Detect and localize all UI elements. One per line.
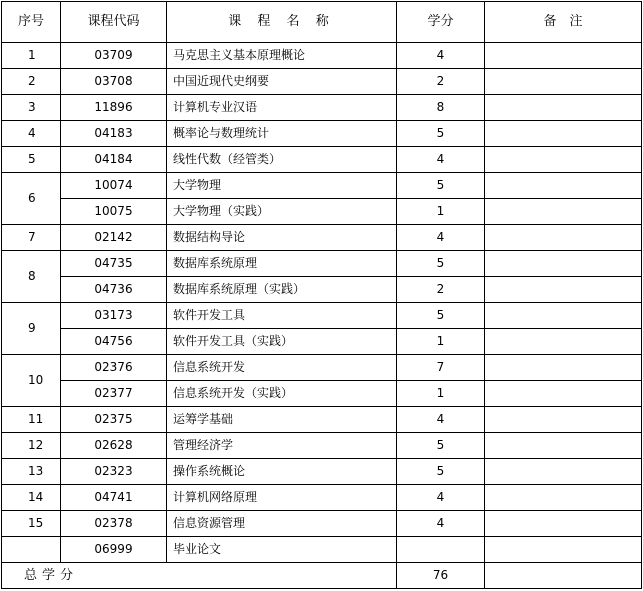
row-note <box>485 511 642 537</box>
table-row <box>2 69 642 95</box>
row-name: 信息资源管理 <box>167 511 397 537</box>
row-note <box>485 407 642 433</box>
row-code: 11896 <box>61 95 167 121</box>
row-name: 中国近现代史纲要 <box>167 69 397 95</box>
row-credit: 1 <box>397 381 485 407</box>
header-no: 序号 <box>2 2 61 43</box>
row-credit <box>397 537 485 563</box>
header-note: 备 注 <box>485 2 642 43</box>
row-name: 信息系统开发（实践） <box>167 381 397 407</box>
row-no: 4 <box>2 121 61 147</box>
row-credit: 4 <box>397 485 485 511</box>
header-name: 课 程 名 称 <box>167 2 397 43</box>
row-no: 10 <box>2 355 61 407</box>
row-no: 12 <box>2 433 61 459</box>
course-plan-table <box>1 1 642 589</box>
row-name: 数据结构导论 <box>167 225 397 251</box>
row-code: 02323 <box>61 459 167 485</box>
row-no <box>2 537 61 563</box>
row-credit: 2 <box>397 69 485 95</box>
table-row <box>2 95 642 121</box>
row-credit: 4 <box>397 511 485 537</box>
header-credit: 学分 <box>397 2 485 43</box>
row-no: 2 <box>2 69 61 95</box>
row-note <box>485 147 642 173</box>
row-name: 操作系统概论 <box>167 459 397 485</box>
table-row <box>2 433 642 459</box>
table-row <box>2 251 642 277</box>
row-credit: 1 <box>397 329 485 355</box>
row-code: 04736 <box>61 277 167 303</box>
row-credit: 5 <box>397 459 485 485</box>
row-note <box>485 459 642 485</box>
row-code: 10075 <box>61 199 167 225</box>
table-row <box>2 485 642 511</box>
row-note <box>485 537 642 563</box>
row-note <box>485 381 642 407</box>
row-credit: 5 <box>397 121 485 147</box>
row-name: 概率论与数理统计 <box>167 121 397 147</box>
row-credit: 2 <box>397 277 485 303</box>
row-credit: 5 <box>397 303 485 329</box>
row-name: 计算机网络原理 <box>167 485 397 511</box>
row-no: 7 <box>2 225 61 251</box>
row-note <box>485 433 642 459</box>
table-header-row <box>2 2 642 43</box>
row-name: 大学物理 <box>167 173 397 199</box>
row-no: 13 <box>2 459 61 485</box>
row-credit: 5 <box>397 173 485 199</box>
row-note <box>485 251 642 277</box>
row-note <box>485 355 642 381</box>
row-code: 02375 <box>61 407 167 433</box>
row-name: 管理经济学 <box>167 433 397 459</box>
row-credit: 4 <box>397 225 485 251</box>
row-note <box>485 69 642 95</box>
row-code: 02377 <box>61 381 167 407</box>
header-code: 课程代码 <box>61 2 167 43</box>
row-credit: 4 <box>397 147 485 173</box>
row-name: 数据库系统原理（实践） <box>167 277 397 303</box>
row-name: 毕业论文 <box>167 537 397 563</box>
row-note <box>485 199 642 225</box>
total-credit: 76 <box>397 563 485 589</box>
row-note <box>485 277 642 303</box>
table-row <box>2 511 642 537</box>
row-note <box>485 43 642 69</box>
row-name: 计算机专业汉语 <box>167 95 397 121</box>
row-name: 信息系统开发 <box>167 355 397 381</box>
table-row <box>2 173 642 199</box>
row-name: 大学物理（实践） <box>167 199 397 225</box>
row-name: 软件开发工具（实践） <box>167 329 397 355</box>
row-note <box>485 485 642 511</box>
table-row <box>2 147 642 173</box>
row-note <box>485 173 642 199</box>
row-credit: 7 <box>397 355 485 381</box>
total-label: 总学分 <box>2 563 397 589</box>
table-row <box>2 537 642 563</box>
table-row <box>2 199 642 225</box>
row-code: 03709 <box>61 43 167 69</box>
row-credit: 5 <box>397 433 485 459</box>
row-code: 02628 <box>61 433 167 459</box>
row-code: 04184 <box>61 147 167 173</box>
row-code: 04756 <box>61 329 167 355</box>
table-row <box>2 225 642 251</box>
row-code: 02142 <box>61 225 167 251</box>
row-code: 02376 <box>61 355 167 381</box>
row-note <box>485 121 642 147</box>
row-no: 3 <box>2 95 61 121</box>
row-name: 软件开发工具 <box>167 303 397 329</box>
row-no: 9 <box>2 303 61 355</box>
row-name: 线性代数（经管类） <box>167 147 397 173</box>
row-credit: 1 <box>397 199 485 225</box>
row-no: 1 <box>2 43 61 69</box>
row-no: 15 <box>2 511 61 537</box>
table-row <box>2 329 642 355</box>
row-note <box>485 95 642 121</box>
row-code: 03173 <box>61 303 167 329</box>
row-code: 04735 <box>61 251 167 277</box>
row-credit: 8 <box>397 95 485 121</box>
total-note <box>485 563 642 589</box>
table-row <box>2 355 642 381</box>
row-credit: 5 <box>397 251 485 277</box>
table-row <box>2 459 642 485</box>
row-name: 马克思主义基本原理概论 <box>167 43 397 69</box>
table-row <box>2 381 642 407</box>
row-name: 运筹学基础 <box>167 407 397 433</box>
row-code: 04741 <box>61 485 167 511</box>
row-credit: 4 <box>397 407 485 433</box>
row-no: 8 <box>2 251 61 303</box>
row-code: 04183 <box>61 121 167 147</box>
row-name: 数据库系统原理 <box>167 251 397 277</box>
row-no: 11 <box>2 407 61 433</box>
row-note <box>485 225 642 251</box>
row-code: 10074 <box>61 173 167 199</box>
table-row <box>2 407 642 433</box>
row-code: 03708 <box>61 69 167 95</box>
table-row <box>2 303 642 329</box>
total-row <box>2 563 642 589</box>
row-note <box>485 303 642 329</box>
table-row <box>2 121 642 147</box>
row-no: 5 <box>2 147 61 173</box>
row-code: 02378 <box>61 511 167 537</box>
table-row <box>2 277 642 303</box>
row-no: 14 <box>2 485 61 511</box>
row-note <box>485 329 642 355</box>
row-code: 06999 <box>61 537 167 563</box>
row-no: 6 <box>2 173 61 225</box>
table-row <box>2 43 642 69</box>
row-credit: 4 <box>397 43 485 69</box>
